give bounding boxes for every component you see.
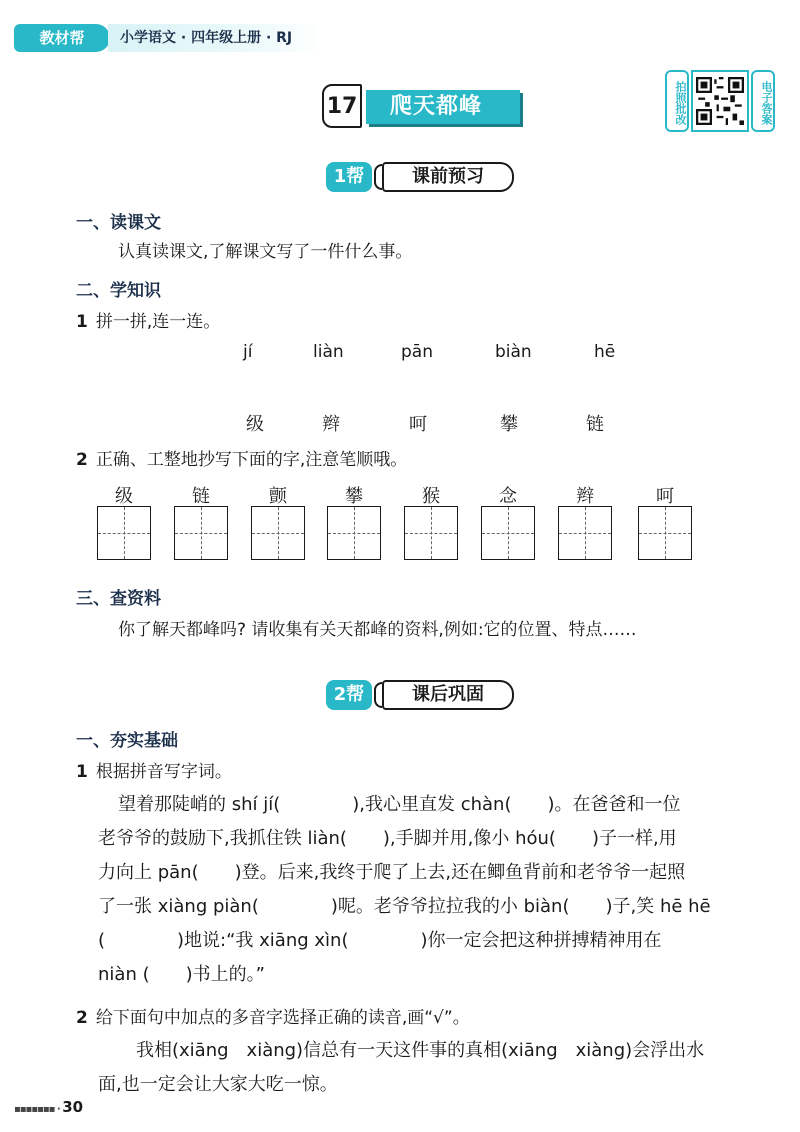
question-1 xyxy=(76,762,232,782)
pinyin-item: liàn xyxy=(313,342,344,362)
question-number: 2 xyxy=(76,450,88,470)
writing-box[interactable] xyxy=(404,506,458,560)
pinyin-item: pān xyxy=(401,342,433,362)
copy-character: 链 xyxy=(192,486,210,507)
writing-box[interactable] xyxy=(481,506,535,560)
pinyin-item: jí xyxy=(243,342,253,362)
exercise-line: 面,也一定会让大家大吃一惊。 xyxy=(98,1074,338,1095)
exercise-line: 我相(xiāng xiàng)信总有一天这件事的真相(xiāng xiàng)会浮出水 xyxy=(118,1040,705,1061)
writing-box[interactable] xyxy=(97,506,151,560)
heading-basics: 一、夯实基础 xyxy=(76,731,178,751)
question-text: 拼一拼,连一连。 xyxy=(95,312,221,332)
exercise-line: ( )地说:“我 xiāng xìn( )你一定会把这种拼搏精神用在 xyxy=(98,930,662,951)
copy-character: 颤 xyxy=(269,486,287,507)
question-text: 根据拼音写字词。 xyxy=(95,762,232,782)
section-badge-number: 2帮 xyxy=(326,680,372,710)
copy-character: 攀 xyxy=(345,486,363,507)
exercise-line: 望着那陡峭的 shí jí( ),我心里直发 chàn( )。在爸爸和一位 xyxy=(100,794,681,815)
qr-left-label: 拍照批改 xyxy=(665,70,689,132)
pinyin-item: hē xyxy=(594,342,616,362)
page-number xyxy=(14,1098,83,1116)
copy-character: 猴 xyxy=(422,486,440,507)
exercise-line: 了一张 xiàng piàn( )呢。老爷爷拉拉我的小 biàn( )子,笑 hē hē xyxy=(98,896,711,917)
question-text: 给下面句中加点的多音字选择正确的读音,画“√”。 xyxy=(95,1008,470,1028)
brand-tab: 教材帮 xyxy=(14,24,110,52)
subject-label: 小学语文 · 四年级上册 · RJ xyxy=(108,24,323,52)
question-number: 1 xyxy=(76,312,88,332)
qr-block xyxy=(665,70,777,132)
character-item: 呵 xyxy=(409,414,427,435)
writing-box[interactable] xyxy=(558,506,612,560)
question-text: 正确、工整地抄写下面的字,注意笔顺哦。 xyxy=(95,450,408,470)
copy-character: 念 xyxy=(499,486,517,507)
question-2 xyxy=(76,1008,470,1028)
character-item: 辫 xyxy=(322,414,340,435)
exercise-line: niàn ( )书上的。” xyxy=(98,964,265,985)
badge-bracket-icon xyxy=(374,682,382,708)
copy-character: 辫 xyxy=(576,486,594,507)
lesson-number: 17 xyxy=(322,84,362,128)
research-instruction: 你了解天都峰吗? 请收集有关天都峰的资料,例如:它的位置、特点…… xyxy=(118,620,637,640)
question-number: 2 xyxy=(76,1008,88,1028)
read-text-instruction: 认真读课文,了解课文写了一件什么事。 xyxy=(118,242,413,262)
qr-code-icon xyxy=(696,75,744,127)
qr-code xyxy=(691,70,749,132)
character-item: 链 xyxy=(586,414,604,435)
character-item: 攀 xyxy=(500,414,518,435)
badge-bracket-icon xyxy=(374,164,382,190)
heading-research: 三、查资料 xyxy=(76,589,161,609)
section-badge-label: 课后巩固 xyxy=(382,680,514,710)
section-badge-number: 1帮 xyxy=(326,162,372,192)
section-badge-label: 课前预习 xyxy=(382,162,514,192)
question-2 xyxy=(76,450,407,470)
question-1 xyxy=(76,312,220,332)
character-item: 级 xyxy=(246,414,264,435)
page-header xyxy=(0,22,800,62)
writing-box[interactable] xyxy=(327,506,381,560)
writing-box[interactable] xyxy=(174,506,228,560)
writing-box[interactable] xyxy=(638,506,692,560)
exercise-line: 力向上 pān( )登。后来,我终于爬了上去,还在鲫鱼背前和老爷爷一起照 xyxy=(98,862,686,883)
exercise-line: 老爷爷的鼓励下,我抓住铁 liàn( ),手脚并用,像小 hóu( )子一样,用 xyxy=(98,828,677,849)
question-number: 1 xyxy=(76,762,88,782)
heading-read-text: 一、读课文 xyxy=(76,213,161,233)
page-dots-icon: ▪▪▪▪▪▪▪ · xyxy=(14,1104,63,1115)
heading-learn-knowledge: 二、学知识 xyxy=(76,281,161,301)
copy-character: 呵 xyxy=(656,486,674,507)
lesson-title: 爬天都峰 xyxy=(366,90,520,124)
qr-right-label: 电子答案 xyxy=(751,70,775,132)
copy-character: 级 xyxy=(115,486,133,507)
writing-box[interactable] xyxy=(251,506,305,560)
page-number-value: 30 xyxy=(62,1098,84,1116)
pinyin-item: biàn xyxy=(495,342,532,362)
